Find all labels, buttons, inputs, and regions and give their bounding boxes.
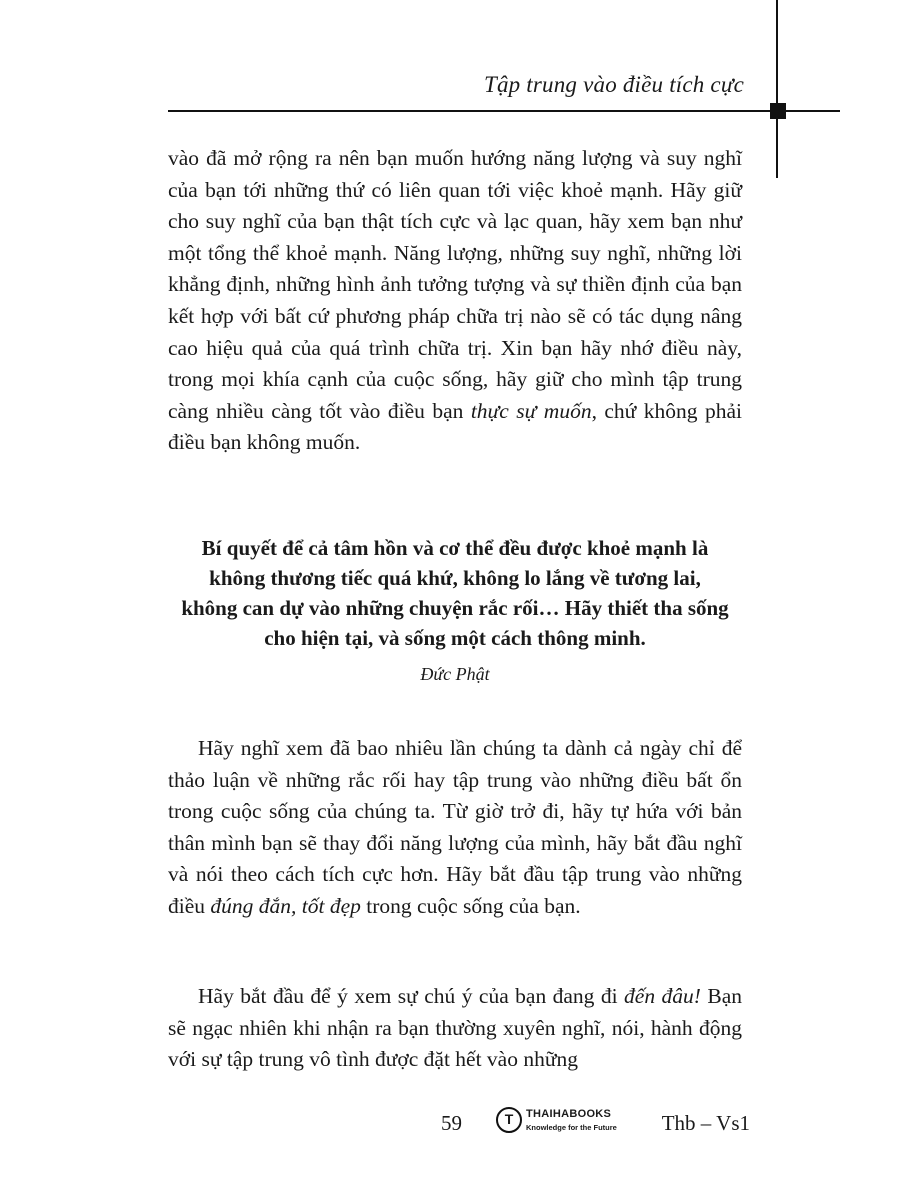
logo-tagline: Knowledge for the Future: [526, 1123, 617, 1132]
logo-name: THAIHABOOKS: [526, 1108, 612, 1120]
crop-mark-vertical: [776, 0, 778, 178]
header-rule: [168, 110, 840, 112]
page-number: 59: [441, 1111, 462, 1135]
paragraph-3: [168, 981, 742, 1076]
crop-mark-square: [770, 103, 786, 119]
quote-block: [150, 533, 760, 653]
paragraph-2: [168, 733, 742, 923]
paragraph-1-text-end: , chứ không phải điều bạn không muốn.: [168, 398, 742, 455]
publisher-logo: [496, 1105, 626, 1139]
quote-line: cho hiện tại, và sống một cách thông minh.: [264, 626, 646, 650]
paragraph-1: [168, 143, 742, 459]
paragraph-3-text-end: Bạn sẽ ngạc nhiên khi nhận ra bạn thường xuyên nghĩ, nói, hành động với sự tập trung vô tình được đặt hết vào những: [168, 984, 742, 1072]
quote-line: Bí quyết để cả tâm hồn và cơ thể đều được khoẻ mạnh là: [201, 536, 709, 560]
quote-line: không can dự vào những chuyện rắc rối… Hãy thiết tha sống: [181, 596, 729, 620]
paragraph-2-text: Hãy nghĩ xem đã bao nhiêu lần chúng ta dành cả ngày chỉ để thảo luận về những rắc rối hay tập trung vào những điều bất ổn trong cuộc sống của chúng ta. Từ giờ trở đi, hãy tự hứa với bản thân mình bạn sẽ thay đổi năng lượng của mình, hãy bắt đầu nghĩ và nói theo cách tích cực hơn. Hãy bắt đầu tập trung vào những điều: [168, 736, 742, 918]
logo-mark-icon: T: [496, 1107, 522, 1133]
edition-code: Thb – Vs1: [661, 1111, 750, 1135]
paragraph-2-emphasis: đúng đắn, tốt đẹp: [210, 893, 361, 918]
quote-author: Đức Phật: [420, 664, 490, 684]
paragraph-2-text-end: trong cuộc sống của bạn.: [360, 893, 581, 918]
quote-line: không thương tiếc quá khứ, không lo lắng về tương lai,: [209, 566, 701, 590]
paragraph-1-text: vào đã mở rộng ra nên bạn muốn hướng năng lượng và suy nghĩ của bạn tới những thứ có liên quan tới việc khoẻ mạnh. Hãy giữ cho suy nghĩ của bạn thật tích cực và lạc quan, hãy xem bạn như một tổng thể khoẻ mạnh. Năng lượng, những suy nghĩ, những lời khẳng định, những hình ảnh tưởng tượng và sự thiền định của bạn kết hợp với bất cứ phương pháp chữa trị nào sẽ có tác dụng nâng cao hiệu quả của quá trình chữa trị. Xin bạn hãy nhớ điều này, trong mọi khía cạnh của cuộc sống, hãy giữ cho mình tập trung càng nhiều càng tốt vào điều bạn: [168, 146, 742, 423]
paragraph-3-emphasis: đến đâu!: [624, 984, 701, 1008]
paragraph-1-emphasis: thực sự muốn: [470, 398, 592, 423]
running-head: Tập trung vào điều tích cực: [483, 72, 744, 97]
paragraph-3-text: Hãy bắt đầu để ý xem sự chú ý của bạn đang đi: [198, 984, 625, 1008]
page-footer: [0, 1105, 910, 1145]
